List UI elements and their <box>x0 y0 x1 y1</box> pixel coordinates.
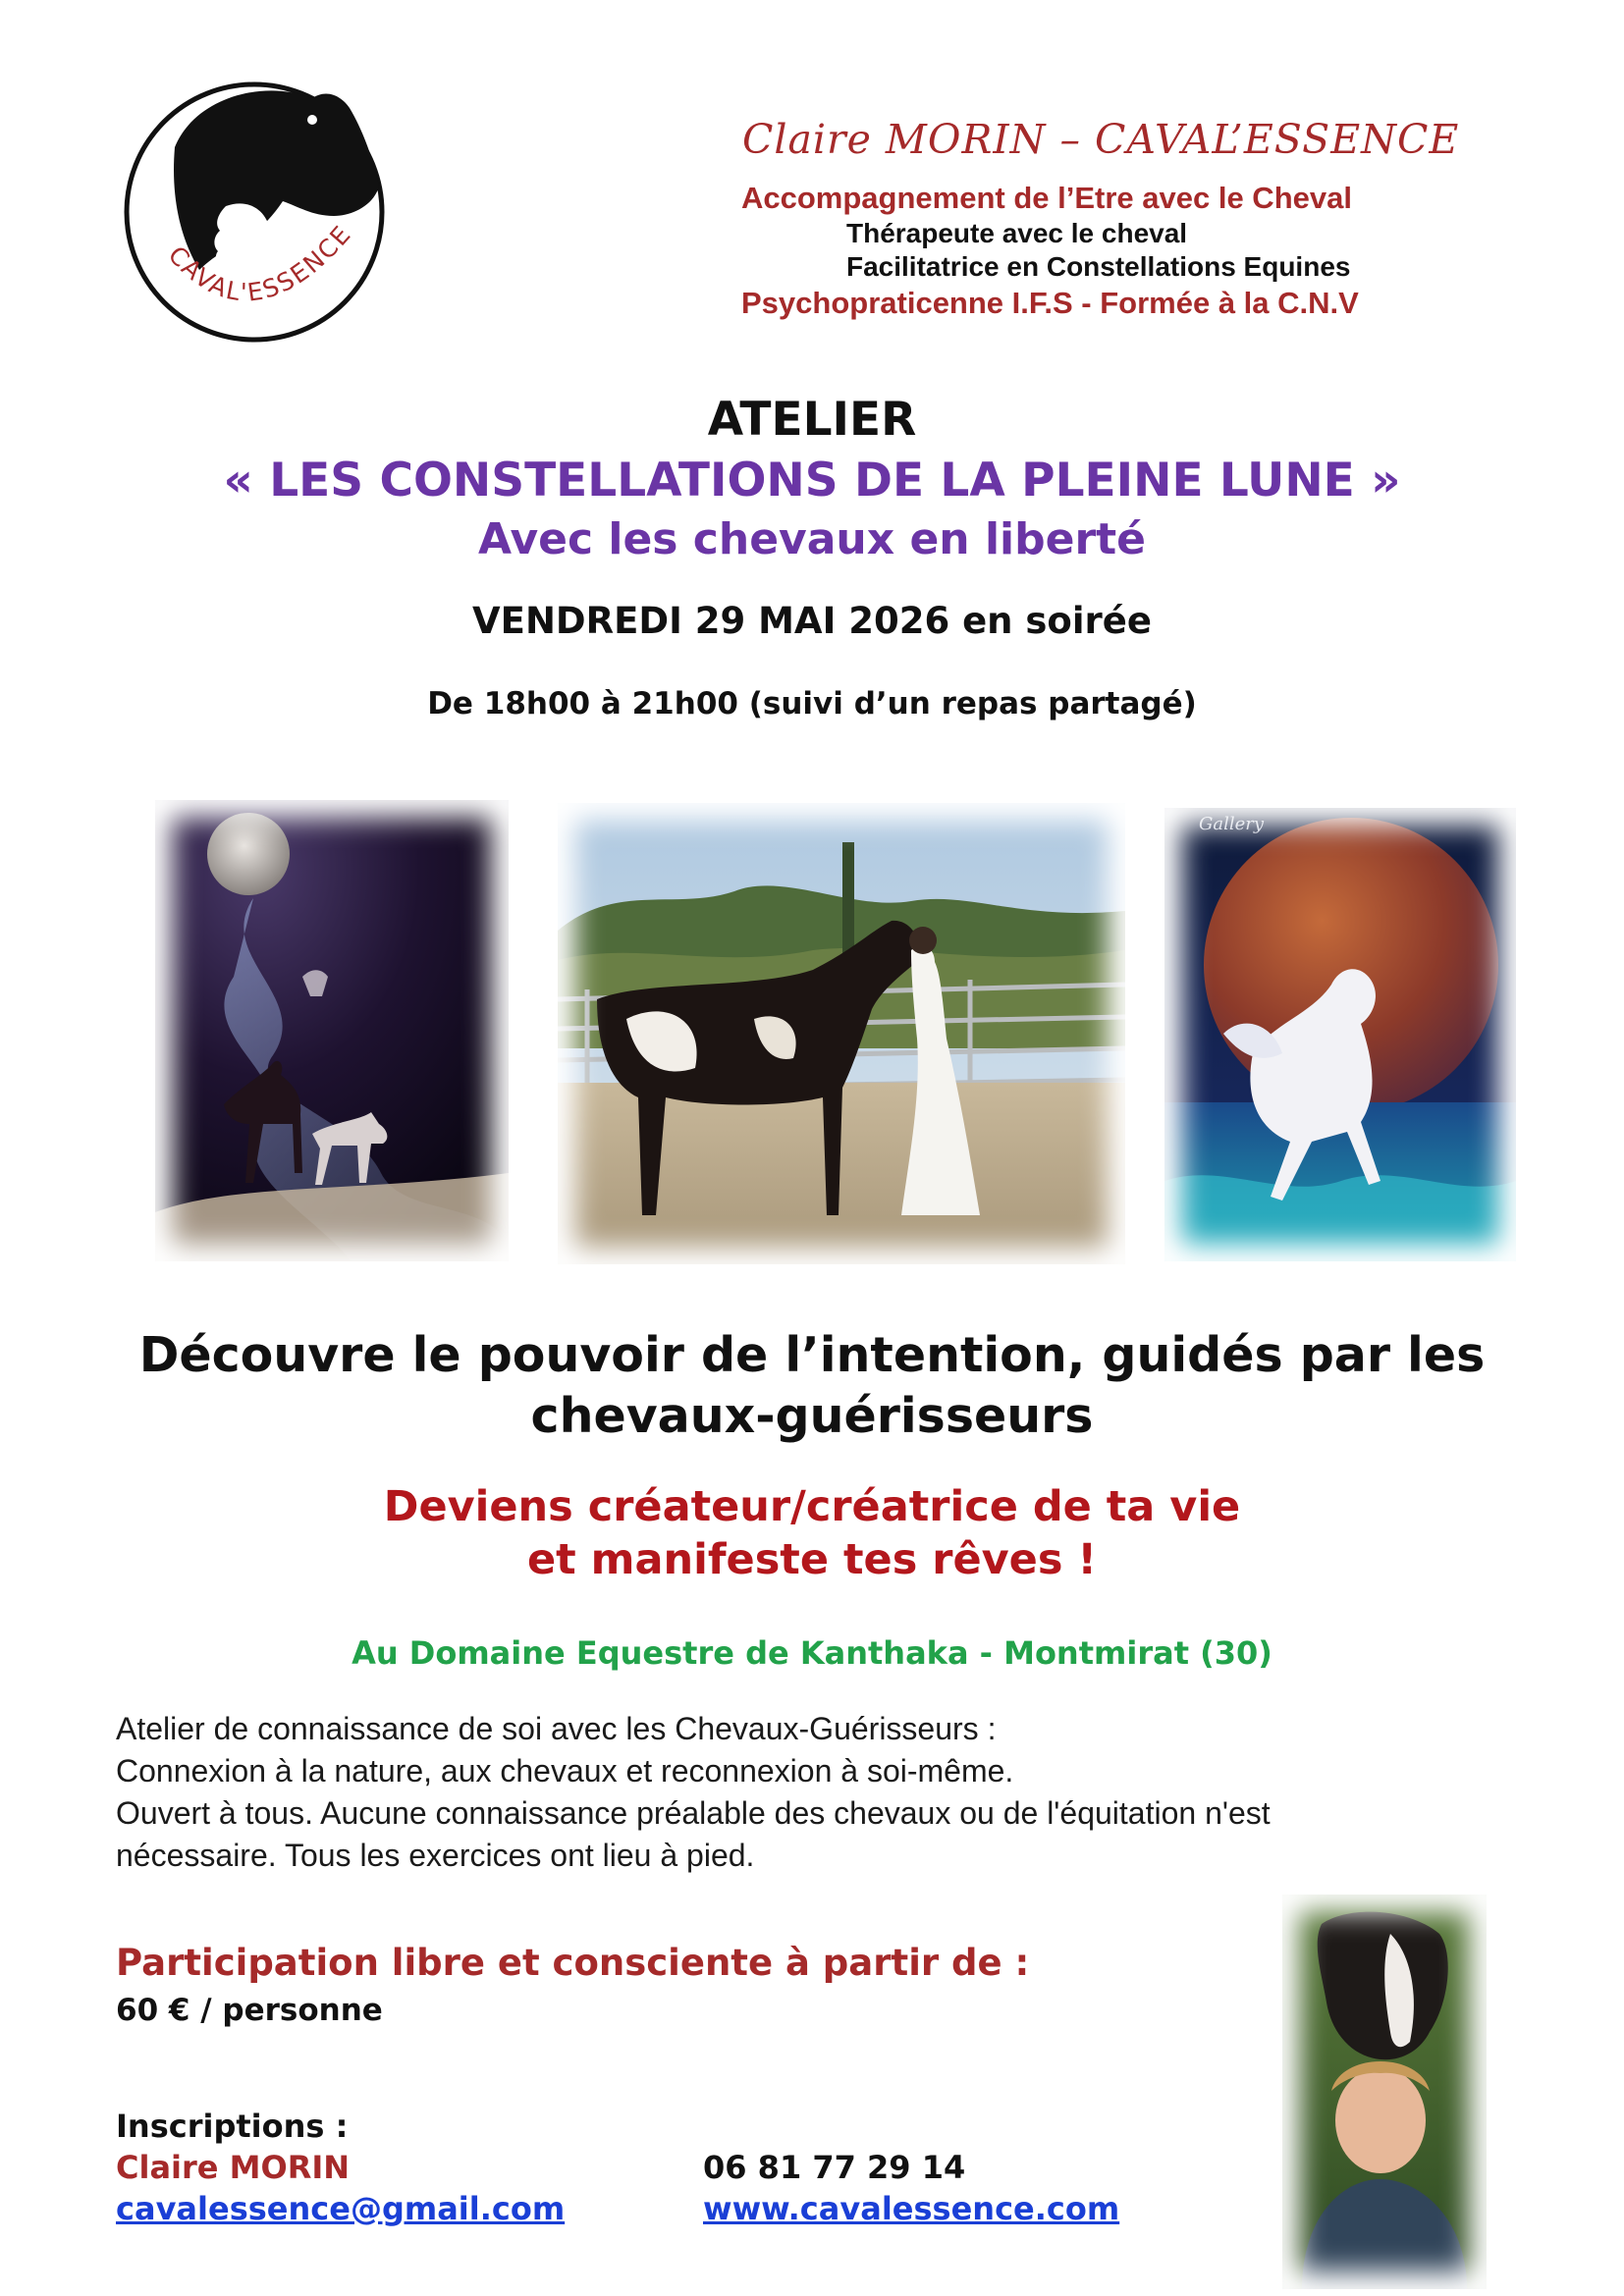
description-line: Connexion à la nature, aux chevaux et reconnexion à soi-même. <box>116 1753 1014 1789</box>
intention-line-1: Découvre le pouvoir de l’intention, guidés par les <box>138 1327 1486 1383</box>
moon-horses-painting-left <box>155 800 509 1261</box>
manifest-heading <box>0 1480 1624 1586</box>
price: 60 € / personne <box>116 1993 383 2028</box>
participation-label: Participation libre et consciente à partir de : <box>116 1942 1030 1984</box>
woman-and-horse-photo <box>558 803 1125 1264</box>
header-therapeute: Thérapeute avec le cheval <box>846 218 1188 248</box>
watermark-text: Gallery <box>1199 814 1265 834</box>
logo-text: CAVAL'ESSENCE <box>162 219 357 307</box>
header-accompagnement: Accompagnement de l’Etre avec le Cheval <box>741 181 1352 215</box>
website-link[interactable]: www.cavalessence.com <box>703 2190 1120 2227</box>
portrait-photo <box>1282 1895 1487 2289</box>
header-name: Claire MORIN – CAVAL’ESSENCE <box>742 116 1460 163</box>
email-link[interactable]: cavalessence@gmail.com <box>116 2190 566 2227</box>
description-line: nécessaire. Tous les exercices ont lieu à pied. <box>116 1838 755 1873</box>
description-paragraph <box>116 1708 1271 1877</box>
header-psychopraticienne: Psychopraticenne I.F.S - Formée à la C.N.V <box>741 286 1359 320</box>
manifest-line-1: Deviens créateur/créatrice de ta vie <box>383 1482 1241 1531</box>
atelier-heading: ATELIER <box>707 393 917 447</box>
venue-location: Au Domaine Equestre de Kanthaka - Montmirat (30) <box>352 1634 1272 1672</box>
description-line: Atelier de connaissance de soi avec les Chevaux-Guérisseurs : <box>116 1711 997 1746</box>
event-title: « LES CONSTELLATIONS DE LA PLEINE LUNE » <box>223 454 1401 507</box>
contact-name: Claire MORIN <box>116 2149 351 2186</box>
phone-number: 06 81 77 29 14 <box>703 2149 966 2186</box>
red-moon-white-horse-painting <box>1164 808 1516 1261</box>
description-line: Ouvert à tous. Aucune connaissance préalable des chevaux ou de l'équitation n'est <box>116 1795 1271 1831</box>
event-subtitle: Avec les chevaux en liberté <box>477 514 1147 564</box>
intention-heading <box>0 1325 1624 1447</box>
event-hours: De 18h00 à 21h00 (suivi d’un repas partagé) <box>427 686 1197 721</box>
intention-line-2: chevaux-guérisseurs <box>530 1388 1094 1444</box>
manifest-line-2: et manifeste tes rêves ! <box>526 1535 1098 1584</box>
header-facilitatrice: Facilitatrice en Constellations Equines <box>846 251 1351 282</box>
inscriptions-label: Inscriptions : <box>116 2108 349 2145</box>
event-date: VENDREDI 29 MAI 2026 en soirée <box>472 600 1152 642</box>
caval-essence-logo <box>116 69 393 375</box>
